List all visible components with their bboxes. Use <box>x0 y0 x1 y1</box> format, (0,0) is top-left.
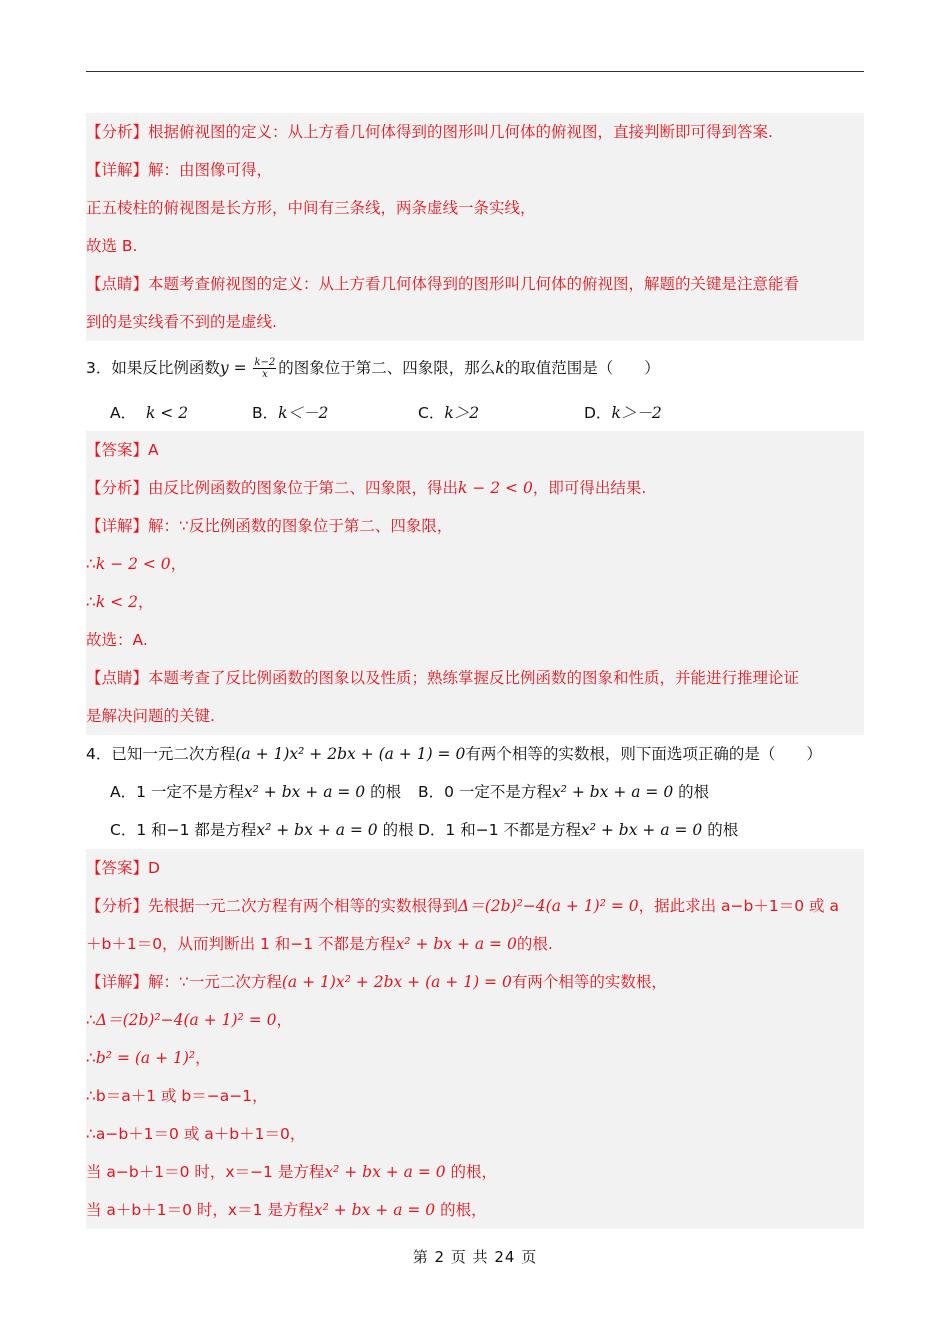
q4-step-4: ∴a−b＋1＝0 或 a＋b＋1＝0， <box>86 1125 306 1143</box>
q4-stem: 4．已知一元二次方程(a + 1)x² + 2bx + (a + 1) = 0有两个相等的实数根，则下面选项正确的是（ ） <box>86 745 822 763</box>
q2-choose: 故选 B. <box>86 237 138 255</box>
q3-choose: 故选：A. <box>86 631 148 649</box>
q2-comment-2: 到的是实线看不到的是虚线. <box>86 313 277 331</box>
q4-step-6: 当 a＋b＋1＝0 时，x＝1 是方程x² + bx + a = 0 的根， <box>86 1201 487 1219</box>
q3-comment: 【点睛】本题考查了反比例函数的图象以及性质；熟练掌握反比例函数的图象和性质，并能进行推理论证 <box>86 669 800 687</box>
q3-option-d: D．k＞－2 <box>584 404 662 422</box>
page-footer: 第 2 页 共 24 页 <box>412 1248 538 1266</box>
q4-step-1: ∴Δ＝(2b)²−4(a + 1)² = 0， <box>86 1011 292 1029</box>
header-rule <box>86 71 864 72</box>
q4-option-c: C．1 和−1 都是方程x² + bx + a = 0 的根 <box>110 821 414 839</box>
q3-option-a: A． k < 2 <box>110 404 189 422</box>
q4-option-d: D．1 和−1 不都是方程x² + bx + a = 0 的根 <box>418 821 739 839</box>
q4-step-5: 当 a−b＋1＝0 时，x＝−1 是方程x² + bx + a = 0 的根， <box>86 1163 498 1181</box>
q3-analysis: 【分析】由反比例函数的图象位于第二、四象限，得出k − 2 < 0，即可得出结果. <box>86 479 647 497</box>
q3-comment-2: 是解决问题的关键. <box>86 707 215 725</box>
q4-answer: 【答案】D <box>86 859 160 877</box>
q2-analysis: 【分析】根据俯视图的定义：从上方看几何体得到的图形叫几何体的俯视图，直接判断即可得到答案. <box>86 123 773 141</box>
q4-option-b: B．0 一定不是方程x² + bx + a = 0 的根 <box>418 783 710 801</box>
q2-detail: 【详解】解：由图像可得， <box>86 161 273 179</box>
q2-comment: 【点睛】本题考查俯视图的定义：从上方看几何体得到的图形叫几何体的俯视图，解题的关键是注意能看 <box>86 275 800 293</box>
q3-detail: 【详解】解：∵反比例函数的图象位于第二、四象限， <box>86 517 453 535</box>
fraction: $\frac{k-2}{x}$ <box>254 357 276 380</box>
q3-stem: 3．如果反比例函数y = $\frac{k-2}{x}$ 的图象位于第二、四象限，那么k的取值范围是（ ） <box>86 357 660 380</box>
q4-option-a: A．1 一定不是方程x² + bx + a = 0 的根 <box>110 783 402 801</box>
solution-block-q2 <box>86 113 864 341</box>
q2-detail-2: 正五棱柱的俯视图是长方形，中间有三条线，两条虚线一条实线， <box>86 199 536 217</box>
solution-block-q3 <box>86 431 864 735</box>
q3-option-b: B．k＜－2 <box>252 404 329 422</box>
q3-step-2: ∴k < 2， <box>86 593 154 611</box>
q3-step-1: ∴k − 2 < 0， <box>86 555 187 573</box>
q4-detail: 【详解】解：∵一元二次方程(a + 1)x² + 2bx + (a + 1) = 0有两个相等的实数根， <box>86 973 667 991</box>
q4-analysis: 【分析】先根据一元二次方程有两个相等的实数根得到Δ＝(2b)²−4(a + 1)² = 0，据此求出 a−b＋1＝0 或 a <box>86 897 839 915</box>
q4-analysis-2: ＋b＋1＝0，从而判断出 1 和−1 不都是方程x² + bx + a = 0的根. <box>86 935 553 953</box>
q3-option-c: C．k＞2 <box>418 404 480 422</box>
q4-step-2: ∴b² = (a + 1)²， <box>86 1049 211 1067</box>
q3-answer: 【答案】A <box>86 441 159 459</box>
q4-step-3: ∴b＝a＋1 或 b＝−a−1， <box>86 1087 268 1105</box>
